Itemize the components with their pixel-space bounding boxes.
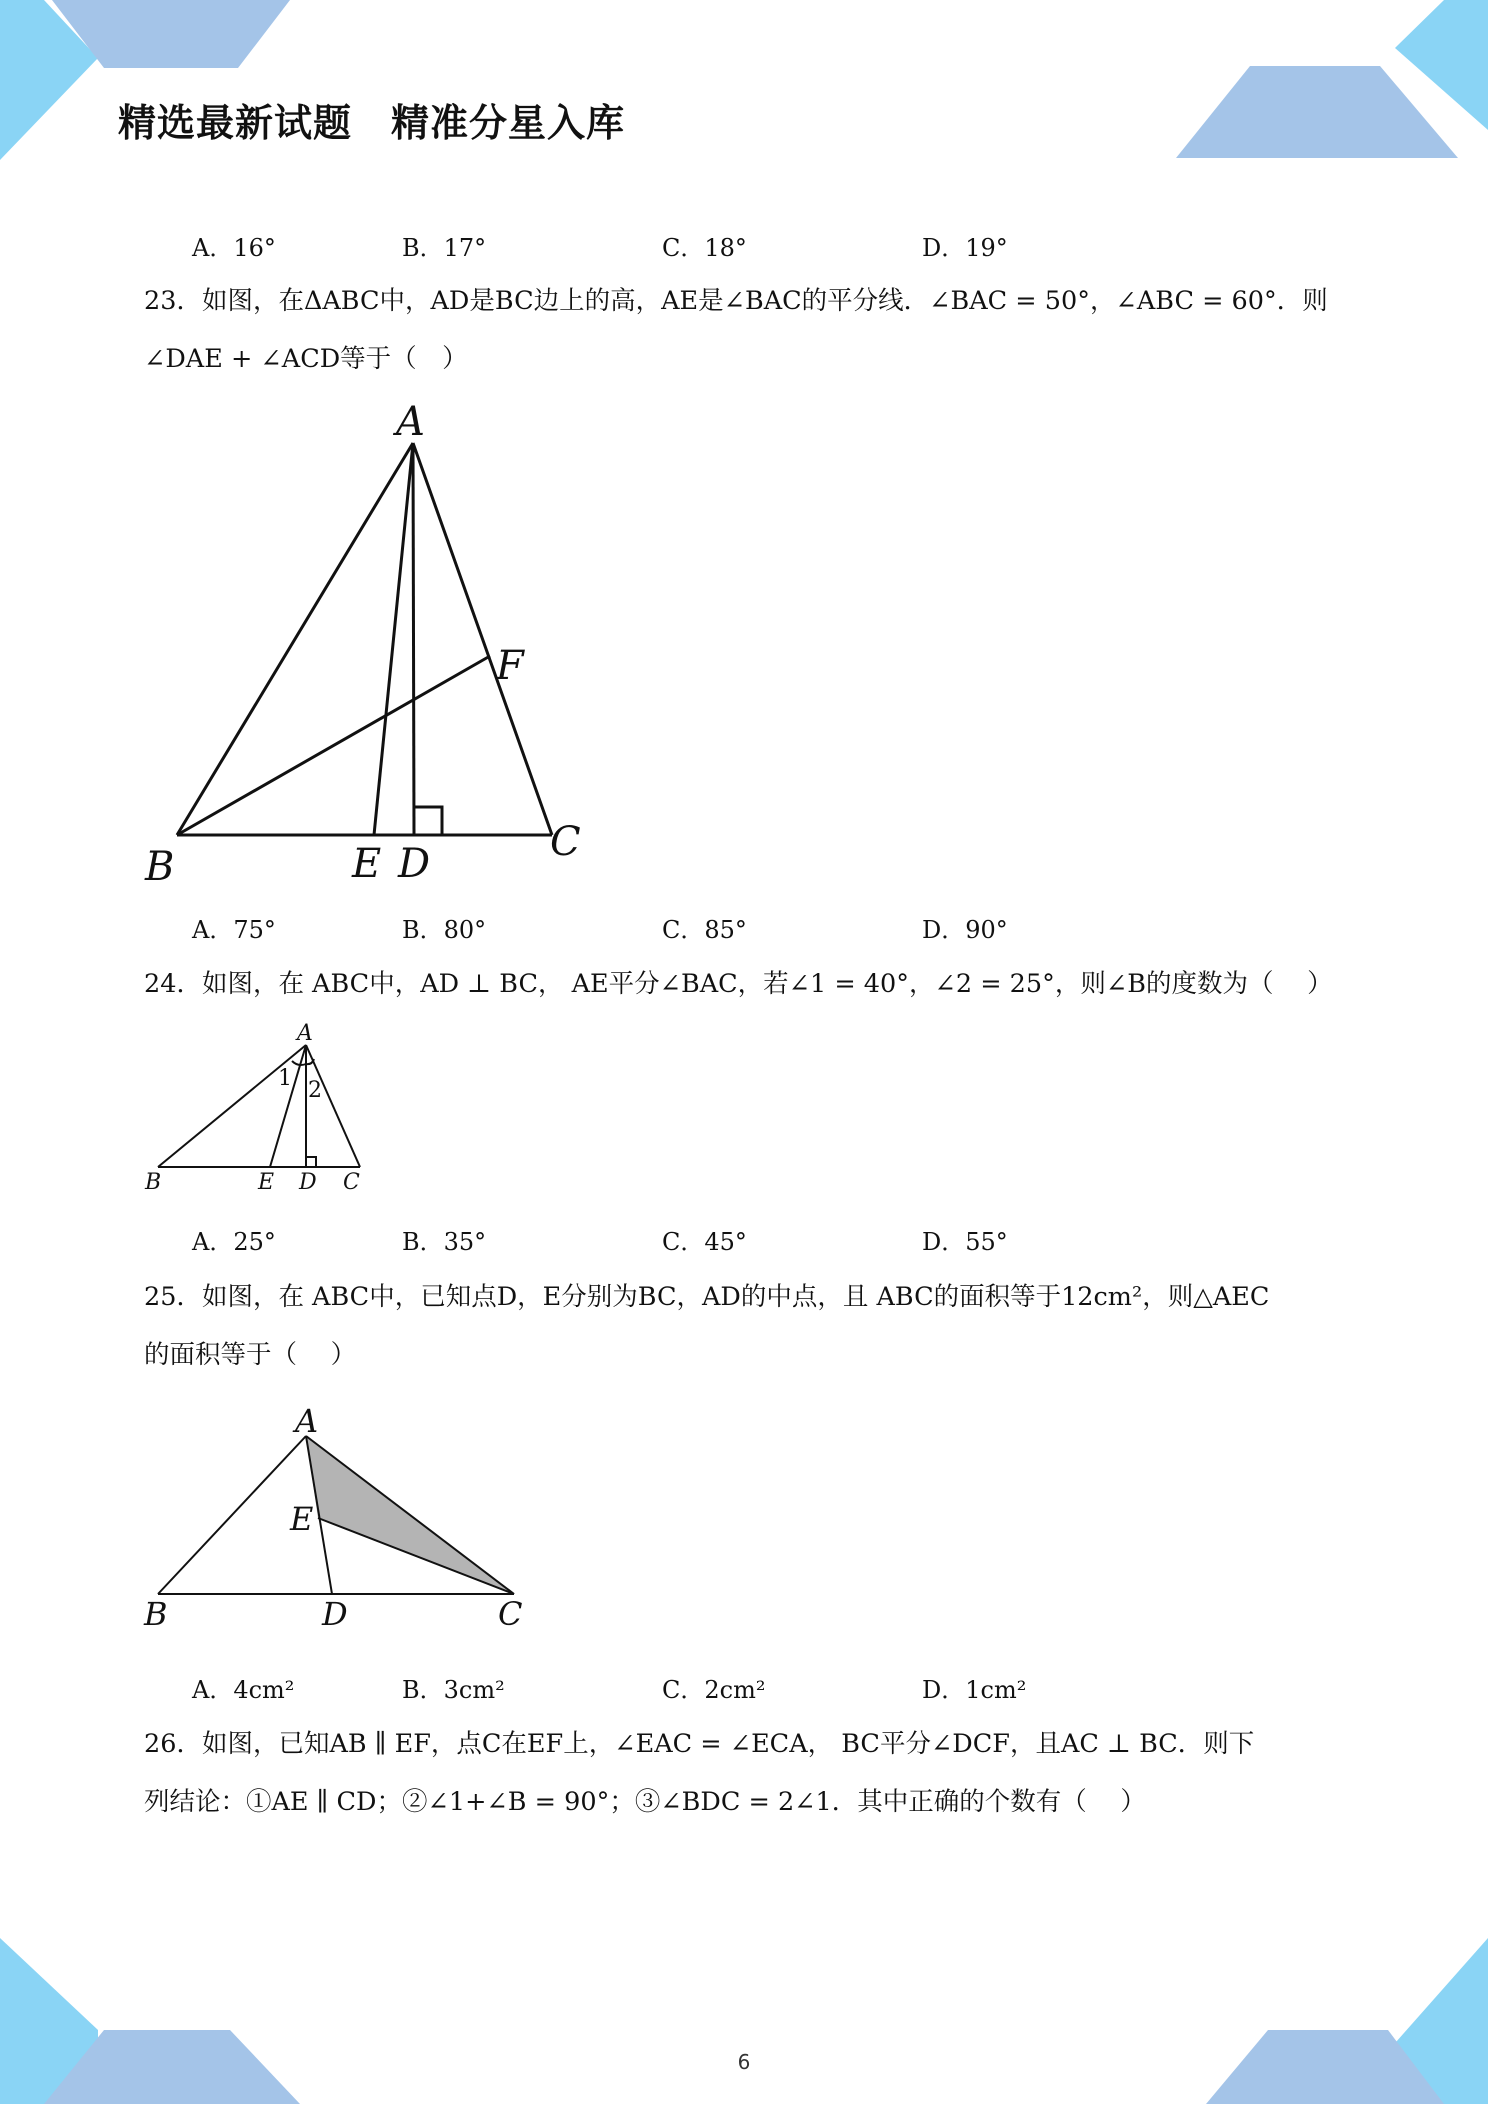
label-c: C xyxy=(498,1595,523,1633)
q24-option-d: D．55° xyxy=(922,1228,1008,1256)
header-title: 精选最新试题 精准分星入库 xyxy=(118,101,626,145)
q23-stem-line2: ∠DAE + ∠ACD等于（ ） xyxy=(144,344,468,374)
q23-figure xyxy=(140,395,600,895)
label-f: F xyxy=(496,643,524,689)
label-b: B xyxy=(145,1170,162,1195)
label-d: D xyxy=(398,841,431,887)
q23-option-a: A．75° xyxy=(192,916,276,944)
q24-option-b: B．35° xyxy=(402,1228,487,1256)
segment-ab xyxy=(158,1045,306,1167)
segment-ae xyxy=(374,443,413,835)
q25-stem-line2: 的面积等于（ ） xyxy=(144,1340,357,1370)
label-a: A xyxy=(297,1021,313,1046)
q23-option-c: C．85° xyxy=(662,916,747,944)
q24-stem-line1: 24．如图，在 ABC中，AD ⊥ BC， AE平分∠BAC，若∠1 = 40°，∠2 = 25°，则∠B的度数为（ ） xyxy=(144,969,1333,999)
label-e: E xyxy=(352,841,382,887)
right-angle-marker xyxy=(414,807,442,835)
segment-ae xyxy=(270,1045,306,1167)
q24-option-a: A．25° xyxy=(192,1228,276,1256)
q26-stem-line1: 26．如图，已知AB ∥ EF，点C在EF上，∠EAC = ∠ECA， BC平分∠DCF，且AC ⊥ BC．则下 xyxy=(144,1729,1255,1759)
segment-ac xyxy=(306,1045,360,1167)
page-number: 6 xyxy=(737,2050,751,2074)
q25-figure xyxy=(140,1400,540,1640)
q22-option-a: A．16° xyxy=(192,234,276,262)
q22-option-d: D．19° xyxy=(922,234,1008,262)
q25-option-d: D．1cm² xyxy=(922,1676,1027,1704)
label-a: A xyxy=(295,1402,319,1440)
angle-1-label: 1 xyxy=(278,1066,292,1091)
angle-2-arc xyxy=(306,1059,314,1064)
q25-stem-line1: 25．如图，在 ABC中，已知点D，E分别为BC，AD的中点，且 ABC的面积等于12cm²，则△AEC xyxy=(144,1282,1270,1312)
segment-ab xyxy=(177,443,413,835)
right-angle-marker xyxy=(306,1157,316,1167)
label-c: C xyxy=(343,1170,360,1195)
label-d: D xyxy=(299,1170,317,1195)
q23-option-d: D．90° xyxy=(922,916,1008,944)
q25-option-a: A．4cm² xyxy=(192,1676,295,1704)
q22-option-b: B．17° xyxy=(402,234,487,262)
label-d: D xyxy=(322,1595,348,1633)
label-e: E xyxy=(258,1170,275,1195)
label-a: A xyxy=(396,399,425,445)
q23-option-b: B．80° xyxy=(402,916,487,944)
q26-stem-line2: 列结论：①AE ∥ CD；②∠1+∠B = 90°；③∠BDC = 2∠1．其中正确的个数有（ ） xyxy=(144,1787,1146,1817)
angle-1-arc xyxy=(292,1061,306,1065)
segment-ab xyxy=(158,1436,306,1594)
top-right-banner-shape xyxy=(1176,66,1458,158)
segment-ac xyxy=(413,443,552,835)
segment-ad xyxy=(413,443,414,835)
q23-stem-line1: 23．如图，在ΔABC中，AD是BC边上的高，AE是∠BAC的平分线．∠BAC = 50°，∠ABC = 60°．则 xyxy=(144,286,1328,316)
q25-option-c: C．2cm² xyxy=(662,1676,766,1704)
q24-option-c: C．45° xyxy=(662,1228,747,1256)
label-c: C xyxy=(550,819,581,865)
label-b: B xyxy=(144,1595,168,1633)
q24-figure xyxy=(140,1015,390,1200)
label-b: B xyxy=(145,844,175,890)
angle-2-label: 2 xyxy=(308,1078,322,1103)
q22-option-c: C．18° xyxy=(662,234,747,262)
q25-option-b: B．3cm² xyxy=(402,1676,505,1704)
label-e: E xyxy=(290,1500,314,1538)
